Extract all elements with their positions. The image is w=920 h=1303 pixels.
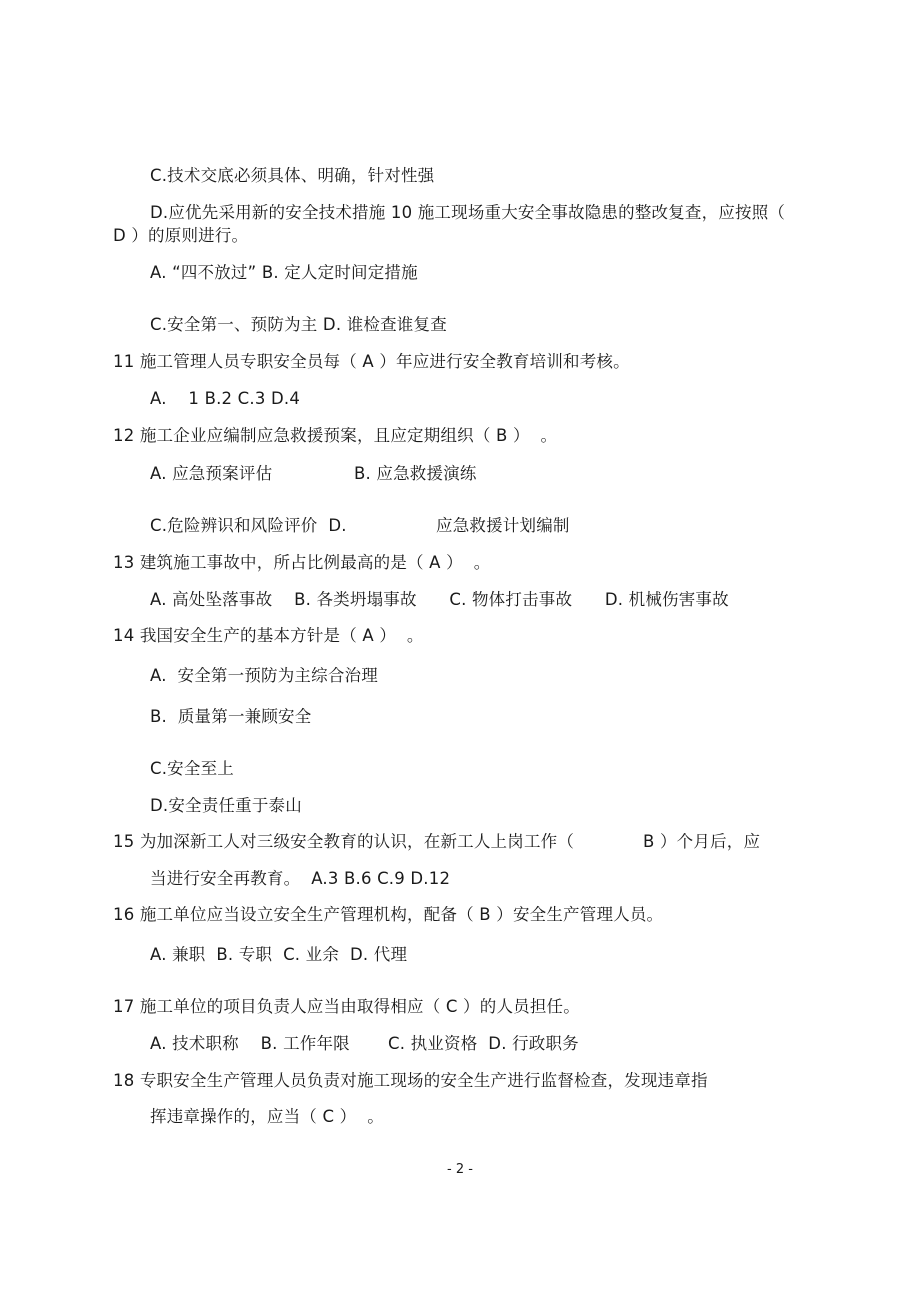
page-number: - 2 - xyxy=(447,1162,473,1177)
text-line: B. 质量第一兼顾安全 xyxy=(150,707,312,726)
text-line: A. “四不放过” B. 定人定时间定措施 xyxy=(150,263,418,282)
text-line: A. 技术职称 B. 工作年限 C. 执业资格 D. 行政职务 xyxy=(150,1034,579,1053)
text-line: B. 应急救援演练 xyxy=(354,464,477,483)
text-line: C.技术交底必须具体、明确，针对性强 xyxy=(150,166,435,185)
text-line: B ）个月后，应 xyxy=(643,832,761,851)
text-line: A. 1 B.2 C.3 D.4 xyxy=(150,389,301,408)
text-line: 13 建筑施工事故中，所占比例最高的是（ A ） 。 xyxy=(113,553,491,572)
text-line: 17 施工单位的项目负责人应当由取得相应（ C ）的人员担任。 xyxy=(113,997,580,1016)
text-line: 14 我国安全生产的基本方针是（ A ） 。 xyxy=(113,626,424,645)
text-line: 挥违章操作的，应当（ C ） 。 xyxy=(150,1107,384,1126)
text-line: C.危险辨识和风险评价 D. xyxy=(150,516,347,535)
text-line: C.安全第一、预防为主 D. 谁检查谁复查 xyxy=(150,315,447,334)
text-line: D ）的原则进行。 xyxy=(113,226,249,245)
text-line: A. 安全第一预防为主综合治理 xyxy=(150,666,378,685)
text-line: D.安全责任重于泰山 xyxy=(150,796,302,815)
text-line: 当进行安全再教育。 A.3 B.6 C.9 D.12 xyxy=(150,869,451,888)
text-line: 应急救援计划编制 xyxy=(436,516,570,535)
text-line: 16 施工单位应当设立安全生产管理机构，配备（ B ）安全生产管理人员。 xyxy=(113,905,664,924)
text-line: A. 兼职 B. 专职 C. 业余 D. 代理 xyxy=(150,945,408,964)
text-line: 11 施工管理人员专职安全员每（ A ）年应进行安全教育培训和考核。 xyxy=(113,352,630,371)
text-line: A. 应急预案评估 xyxy=(150,464,273,483)
text-line: C.安全至上 xyxy=(150,759,234,778)
text-line: 18 专职安全生产管理人员负责对施工现场的安全生产进行监督检查，发现违章指 xyxy=(113,1071,708,1090)
text-line: 12 施工企业应编制应急救援预案，且应定期组织（ B ） 。 xyxy=(113,426,558,445)
text-line: D.应优先采用新的安全技术措施 10 施工现场重大安全事故隐患的整改复查，应按照（ xyxy=(150,203,786,222)
text-line: 15 为加深新工人对三级安全教育的认识，在新工人上岗工作（ xyxy=(113,832,575,851)
text-line: A. 高处坠落事故 B. 各类坍塌事故 C. 物体打击事故 D. 机械伤害事故 xyxy=(150,590,729,609)
